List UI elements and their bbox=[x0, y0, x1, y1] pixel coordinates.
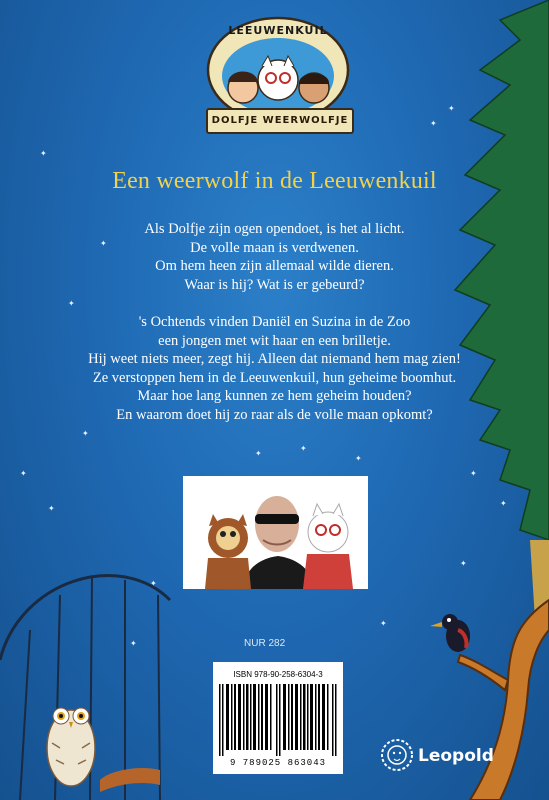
star-icon: ✦ bbox=[500, 499, 507, 508]
blurb-line: De volle maan is verdwenen. bbox=[190, 239, 359, 256]
star-icon: ✦ bbox=[470, 469, 477, 478]
blurb-line: Hij weet niets meer, zegt hij. Alleen dat niemand hem mag zien! bbox=[88, 351, 461, 367]
publisher-name: Leopold bbox=[418, 746, 494, 766]
blurb-line: 's Ochtends vinden Daniël en Suzina in de Zoo bbox=[138, 314, 411, 330]
pine-tree-illustration bbox=[440, 0, 549, 620]
star-icon: ✦ bbox=[130, 639, 137, 648]
blurb-line: Waar is hij? Wat is er gebeurd? bbox=[184, 276, 365, 293]
blurb-line: Ze verstoppen hem in de Leeuwenkuil, hun geheime boomhut. bbox=[92, 369, 457, 386]
blurb-line: een jongen met wit haar en een brilletje. bbox=[158, 332, 391, 349]
star-icon: ✦ bbox=[82, 429, 89, 438]
nur-code: NUR 282 bbox=[244, 638, 286, 649]
blurb-paragraph-1 bbox=[0, 220, 549, 294]
blurb-paragraph-2 bbox=[0, 313, 549, 424]
star-icon: ✦ bbox=[150, 579, 157, 588]
blurb-line: Maar hoe lang kunnen ze hem geheim houden? bbox=[137, 388, 412, 404]
blurb-line: En waarom doet hij zo raar als de volle maan opkomt? bbox=[116, 406, 433, 423]
star-icon: ✦ bbox=[40, 149, 47, 158]
logo-arc-text: LEEUWENKUIL bbox=[228, 24, 328, 37]
owl-illustration bbox=[42, 688, 100, 788]
barcode-number: 9 789025 863043 bbox=[229, 758, 326, 768]
lion-head-icon bbox=[380, 738, 414, 772]
star-icon: ✦ bbox=[460, 559, 467, 568]
logo-banner: DOLFJE WEERWOLFJE bbox=[206, 108, 354, 134]
barcode-bars bbox=[219, 684, 337, 756]
author-photo bbox=[183, 476, 368, 589]
star-icon: ✦ bbox=[20, 469, 27, 478]
book-title: Een weerwolf in de Leeuwenkuil bbox=[112, 168, 437, 194]
blurb-line: Om hem heen zijn allemaal wilde dieren. bbox=[155, 258, 394, 274]
barcode bbox=[213, 662, 343, 774]
star-icon: ✦ bbox=[68, 299, 75, 308]
bird-illustration bbox=[428, 608, 478, 660]
star-icon: ✦ bbox=[448, 104, 455, 113]
author-with-puppets-image bbox=[183, 476, 368, 589]
star-icon: ✦ bbox=[255, 449, 262, 458]
star-icon: ✦ bbox=[300, 444, 307, 453]
star-icon: ✦ bbox=[100, 239, 107, 248]
star-icon: ✦ bbox=[355, 454, 362, 463]
star-icon: ✦ bbox=[48, 504, 55, 513]
blurb-line: Als Dolfje zijn ogen opendoet, is het al licht. bbox=[144, 221, 405, 237]
isbn-text: ISBN 978-90-258-6304-3 bbox=[233, 670, 323, 679]
star-icon: ✦ bbox=[430, 119, 437, 128]
series-logo bbox=[198, 10, 358, 135]
star-icon: ✦ bbox=[380, 619, 387, 628]
